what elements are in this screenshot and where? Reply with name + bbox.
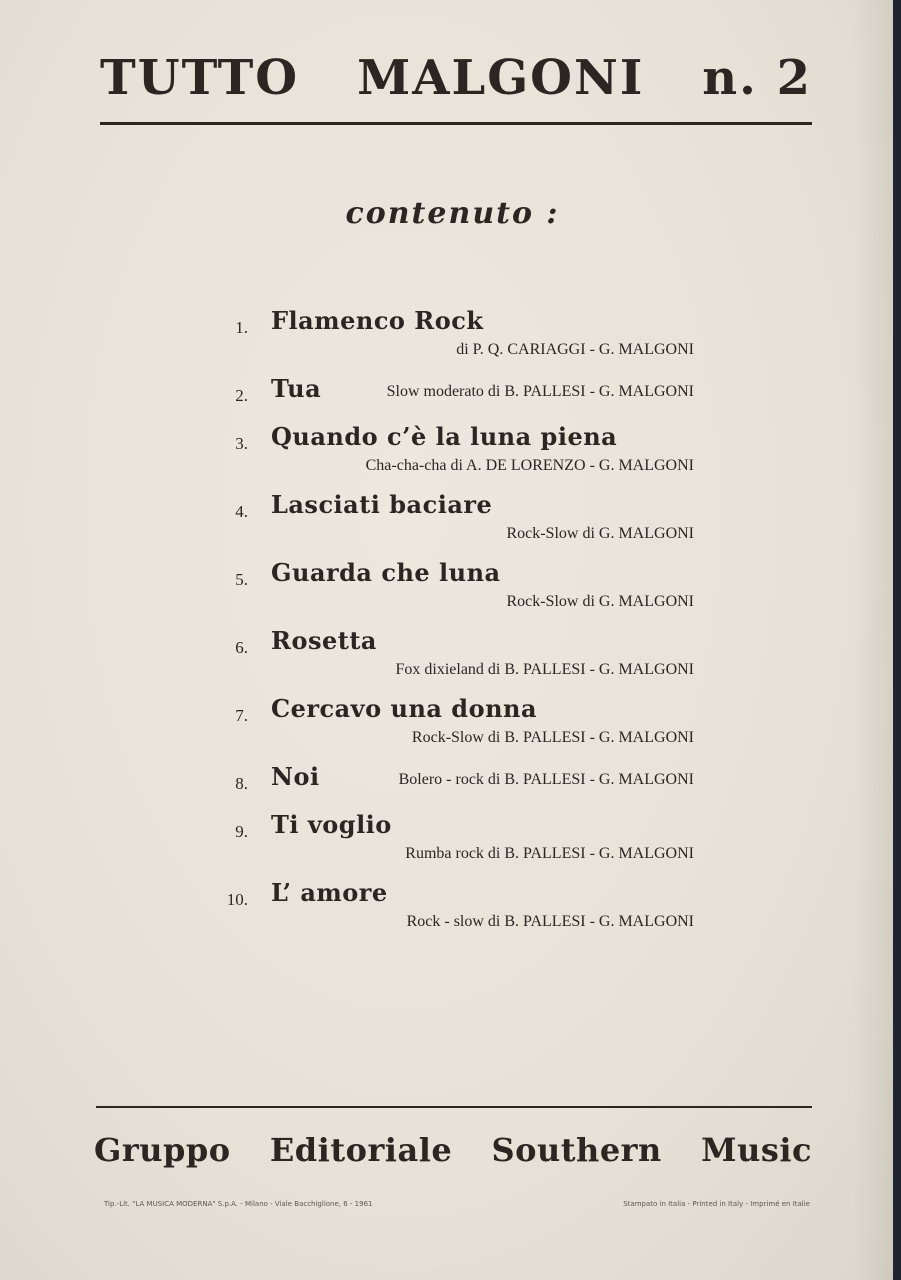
toc-entry-number: 3. [235, 434, 248, 453]
publisher-word-music: Music [701, 1131, 812, 1169]
toc-song-credit: Rock-Slow di B. PALLESI - G. MALGONI [411, 729, 694, 746]
page-edge-shadow [853, 0, 893, 1280]
toc-song-title: Flamenco Rock [271, 306, 484, 335]
toc-song-credit: Fox dixieland di B. PALLESI - G. MALGONI [395, 661, 694, 678]
toc-song-credit: Rock - slow di B. PALLESI - G. MALGONI [406, 913, 694, 930]
toc-entry-number: 8. [235, 774, 248, 793]
toc-song-title: Quando c’è la luna piena [271, 422, 618, 451]
toc-song-title: Ti voglio [271, 810, 392, 839]
publisher-name [94, 1128, 812, 1172]
toc-song-title: Noi [271, 762, 320, 791]
toc-song-credit: Bolero - rock di B. PALLESI - G. MALGONI [398, 771, 694, 788]
title-volume-number: n. 2 [702, 50, 812, 106]
toc-song-credit: Slow moderato di B. PALLESI - G. MALGONI [386, 383, 694, 400]
page-title [100, 48, 812, 108]
toc-song-title: L’ amore [271, 878, 388, 907]
printed-in-italy-note: Stampato in Italia - Printed in Italy - Imprimé en Italie [623, 1200, 810, 1208]
toc-song-credit: Cha-cha-cha di A. DE LORENZO - G. MALGONI [365, 457, 694, 474]
toc-song-credit: Rock-Slow di G. MALGONI [506, 593, 694, 610]
toc-entry-number: 1. [235, 318, 248, 337]
toc-song-credit: Rock-Slow di G. MALGONI [506, 525, 694, 542]
title-underline-rule [100, 122, 812, 125]
toc-entry-number: 9. [235, 822, 248, 841]
toc-entry-number: 10. [226, 890, 248, 909]
title-word-tutto: TUTTO [100, 50, 300, 106]
toc-song-title: Cercavo una donna [271, 694, 538, 723]
toc-song-credit: Rumba rock di B. PALLESI - G. MALGONI [405, 845, 694, 862]
toc-entry-number: 6. [235, 638, 248, 657]
toc-song-title: Lasciati baciare [271, 490, 493, 519]
printer-imprint: Tip.-Lit. "LA MUSICA MODERNA" S.p.A. - Milano - Viale Bacchiglione, 6 - 1961 [104, 1200, 373, 1208]
publisher-word-southern: Southern [491, 1131, 662, 1169]
title-word-malgoni: MALGONI [357, 50, 645, 106]
publisher-word-editoriale: Editoriale [269, 1131, 453, 1169]
toc-entry-number: 7. [235, 706, 248, 725]
publisher-divider-rule [96, 1106, 812, 1108]
toc-song-title: Rosetta [271, 626, 377, 655]
toc-entry-number: 2. [235, 386, 248, 405]
publisher-word-gruppo: Gruppo [94, 1131, 231, 1169]
toc-song-credit: di P. Q. CARIAGGI - G. MALGONI [456, 341, 694, 358]
contents-heading: contenuto : [345, 196, 560, 231]
toc-entry-number: 5. [235, 570, 248, 589]
toc-song-title: Tua [271, 374, 322, 403]
toc-song-title: Guarda che luna [271, 558, 501, 587]
toc-entry-number: 4. [235, 502, 248, 521]
